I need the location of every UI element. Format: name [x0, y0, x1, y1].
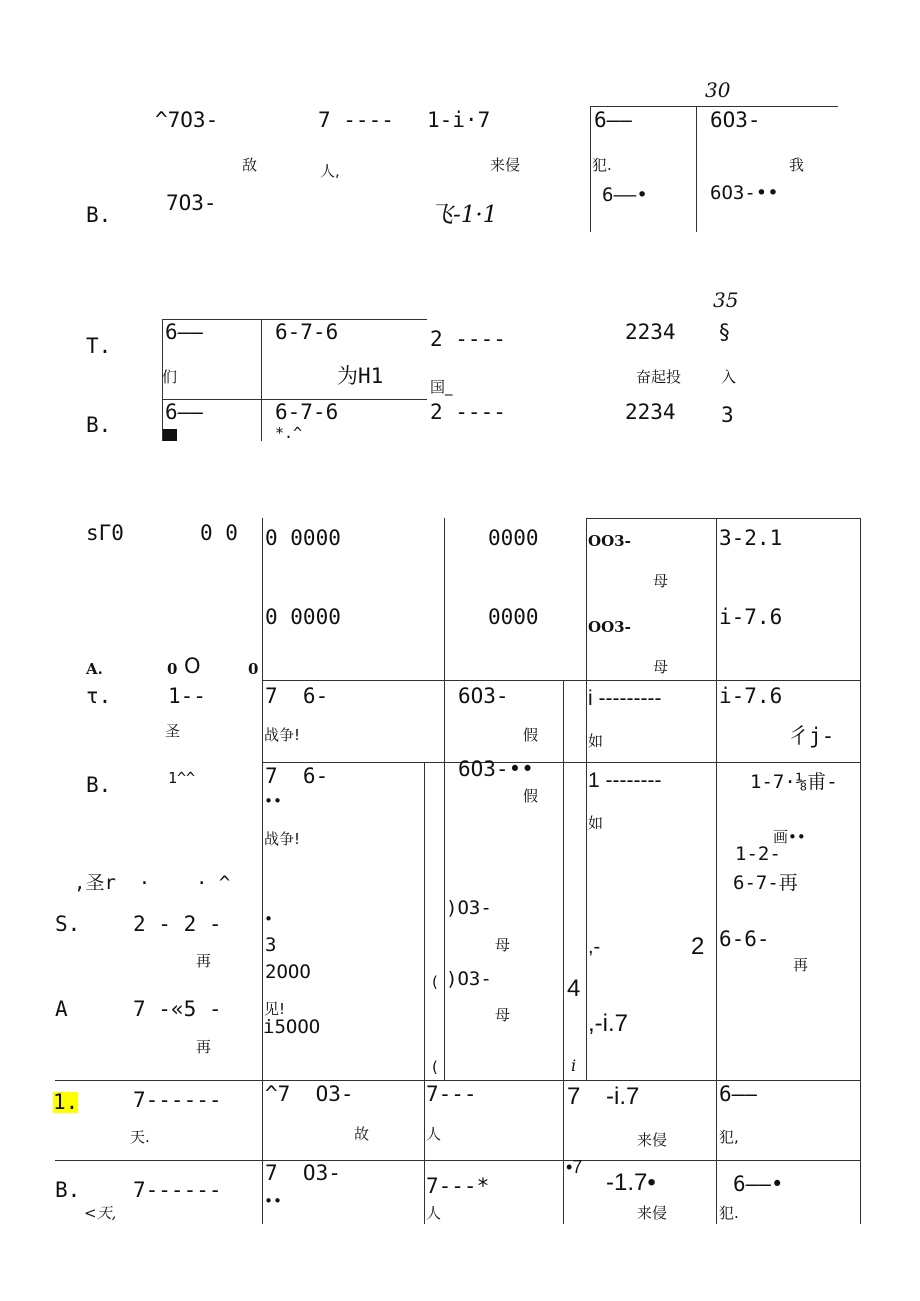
- notation: O: [184, 654, 201, 678]
- staff-line: [55, 1160, 860, 1161]
- notation: i-7.6: [719, 605, 783, 629]
- barline: [444, 518, 445, 1080]
- notation: 2 ----: [430, 327, 506, 351]
- lyric: 战争!: [264, 726, 301, 744]
- staff-line: [55, 1080, 860, 1081]
- lyric: 母: [495, 1006, 511, 1024]
- notation: ,圣r · · ^: [74, 872, 231, 894]
- highlighted-voice-label: 1.: [53, 1090, 79, 1114]
- lyric: 入: [721, 368, 737, 386]
- measure-number: 30: [705, 78, 731, 102]
- lyric: 母: [653, 658, 669, 676]
- notation: 2 - 2 -: [133, 912, 222, 936]
- barline: [590, 106, 591, 232]
- notation: 1-2-: [735, 843, 781, 865]
- notation: ^7 O3-: [265, 1082, 354, 1106]
- notation: i5OOO: [263, 1016, 321, 1038]
- notation: ,-: [588, 936, 601, 958]
- notation: 2234: [625, 400, 676, 424]
- notation: 2 ----: [430, 400, 506, 424]
- lyric: 犯.: [719, 1204, 739, 1222]
- notation: 6-7-6: [275, 320, 339, 344]
- lyric: 奋起投: [636, 368, 682, 386]
- notation: 飞-1·1: [430, 202, 498, 228]
- lyric: 我: [789, 156, 805, 174]
- notation: 3: [721, 403, 734, 427]
- notation: 6——•: [733, 1172, 784, 1196]
- notation: i ---------: [588, 687, 662, 710]
- notation: 0 0: [200, 521, 238, 545]
- notation: 6-7-6: [275, 400, 339, 424]
- notation: 7------: [133, 1178, 222, 1202]
- notation: 7 6-: [265, 764, 329, 788]
- lyric: 再: [793, 956, 809, 974]
- notation: 6O3-: [710, 108, 761, 132]
- voice-label: T.: [86, 334, 112, 358]
- notation: 6-7-再: [733, 872, 798, 894]
- notation: 0 0000: [265, 605, 341, 629]
- voice-label: B.: [86, 773, 112, 797]
- lyric: 再: [196, 1038, 212, 1056]
- notation: i-7.6: [719, 684, 783, 708]
- notation: (: [432, 1058, 438, 1076]
- voice-label: A.: [86, 660, 103, 678]
- lyric: 人,: [320, 162, 340, 180]
- barline: [262, 518, 263, 1224]
- voice-label: S.: [55, 912, 81, 936]
- lyric: 母: [653, 572, 669, 590]
- notation: OO3-: [588, 532, 631, 550]
- notation: •7: [566, 1157, 583, 1177]
- lyric: 来侵: [490, 156, 521, 174]
- lyric: 国_: [430, 378, 453, 396]
- notation: 1^^: [168, 769, 196, 787]
- voice-label: A: [55, 997, 68, 1021]
- lyric: 为H1: [337, 364, 384, 388]
- lyric: 母: [495, 936, 511, 954]
- notation: 6O3-••: [710, 182, 779, 204]
- lyric: 敌: [242, 156, 258, 174]
- notation: §: [718, 320, 731, 344]
- measure-number: 35: [713, 288, 739, 312]
- notation: 6——: [165, 400, 203, 424]
- notation: -1.7•: [606, 1169, 656, 1196]
- barline: [860, 518, 861, 1224]
- lyric: 如: [588, 732, 604, 750]
- notation: 4: [567, 975, 581, 1002]
- notation: 6——: [165, 320, 203, 344]
- notation: 6——•: [602, 184, 648, 206]
- barline: [586, 518, 587, 1080]
- notation: 7------: [133, 1088, 222, 1112]
- lyric: 犯.: [592, 156, 612, 174]
- notation: 6——: [594, 108, 632, 132]
- notation: 2234: [625, 320, 676, 344]
- barline: [716, 518, 717, 1224]
- staff-line: [590, 106, 838, 107]
- staff-line: [262, 680, 860, 681]
- lyric: 假: [523, 787, 539, 805]
- notation: 6O3-••: [458, 757, 534, 781]
- notation: 1--: [168, 684, 206, 708]
- notation-mark: 彳j-: [788, 724, 835, 748]
- notation-mark: ••: [264, 792, 283, 810]
- notation: 1 --------: [588, 769, 662, 792]
- notation: ^7O3-: [155, 108, 219, 132]
- lyric: 来侵: [637, 1204, 668, 1222]
- notation: 7O3-: [166, 191, 217, 215]
- notation: 6——: [719, 1082, 757, 1106]
- lyric: 如: [588, 814, 604, 832]
- notation: 7 ----: [318, 108, 394, 132]
- voice-label: sΓ0: [86, 521, 124, 545]
- notation: 0: [248, 660, 259, 678]
- lyric: 人: [426, 1204, 442, 1222]
- notation: 1-7·⅛甫-: [750, 771, 838, 793]
- lyric: 画••: [773, 828, 806, 846]
- notation: 0: [167, 660, 178, 678]
- notation: 7: [567, 1083, 581, 1110]
- lyric: 人: [426, 1125, 442, 1143]
- barline: [696, 106, 697, 232]
- notation: 7---*: [426, 1174, 490, 1198]
- notation: 7---: [426, 1082, 477, 1106]
- voice-label: B.: [86, 413, 112, 437]
- staff-line: [262, 762, 860, 763]
- lyric: 天.: [130, 1128, 150, 1146]
- notation: ,-i.7: [588, 1010, 629, 1037]
- notation: )O3-: [446, 968, 492, 990]
- notation: -i.7: [606, 1083, 640, 1110]
- notation: i: [571, 1056, 577, 1075]
- lyric: 来侵: [637, 1131, 668, 1149]
- notation-mark: *.^: [275, 424, 303, 442]
- notation: )O3-: [446, 897, 492, 919]
- lyric: 见!: [264, 1000, 286, 1018]
- rest-block: [163, 429, 177, 441]
- lyric: 圣: [165, 722, 181, 740]
- voice-label: B.: [86, 203, 112, 227]
- notation-mark: ••: [264, 1192, 283, 1210]
- notation: 3-2.1: [719, 526, 783, 550]
- notation: 3: [265, 934, 277, 956]
- lyric: 再: [196, 952, 212, 970]
- notation: 7 -«5 -: [133, 997, 222, 1021]
- staff-line: [586, 518, 860, 519]
- notation: 6O3-: [458, 684, 509, 708]
- notation: 0 0000: [265, 526, 341, 550]
- lyric: 犯,: [719, 1128, 739, 1146]
- barline: [424, 762, 425, 1224]
- notation: 2OOO: [265, 961, 311, 983]
- lyric: 们: [162, 368, 178, 386]
- notation: 1-i·7: [427, 108, 491, 132]
- lyric: <天,: [84, 1204, 117, 1222]
- notation: 0000: [488, 605, 539, 629]
- notation: 2: [691, 933, 705, 960]
- lyric: 战争!: [264, 830, 301, 848]
- notation: OO3-: [588, 618, 631, 636]
- notation: 6-6-: [719, 927, 770, 951]
- voice-label: B.: [55, 1178, 81, 1202]
- notation: (: [432, 973, 438, 991]
- barline: [261, 319, 262, 441]
- notation-mark: •: [264, 910, 274, 928]
- lyric: 假: [523, 726, 539, 744]
- voice-label: τ.: [86, 684, 112, 708]
- notation: 7 6-: [265, 684, 329, 708]
- notation: 7 O3-: [265, 1161, 341, 1185]
- notation: 0000: [488, 526, 539, 550]
- lyric: 故: [354, 1125, 370, 1143]
